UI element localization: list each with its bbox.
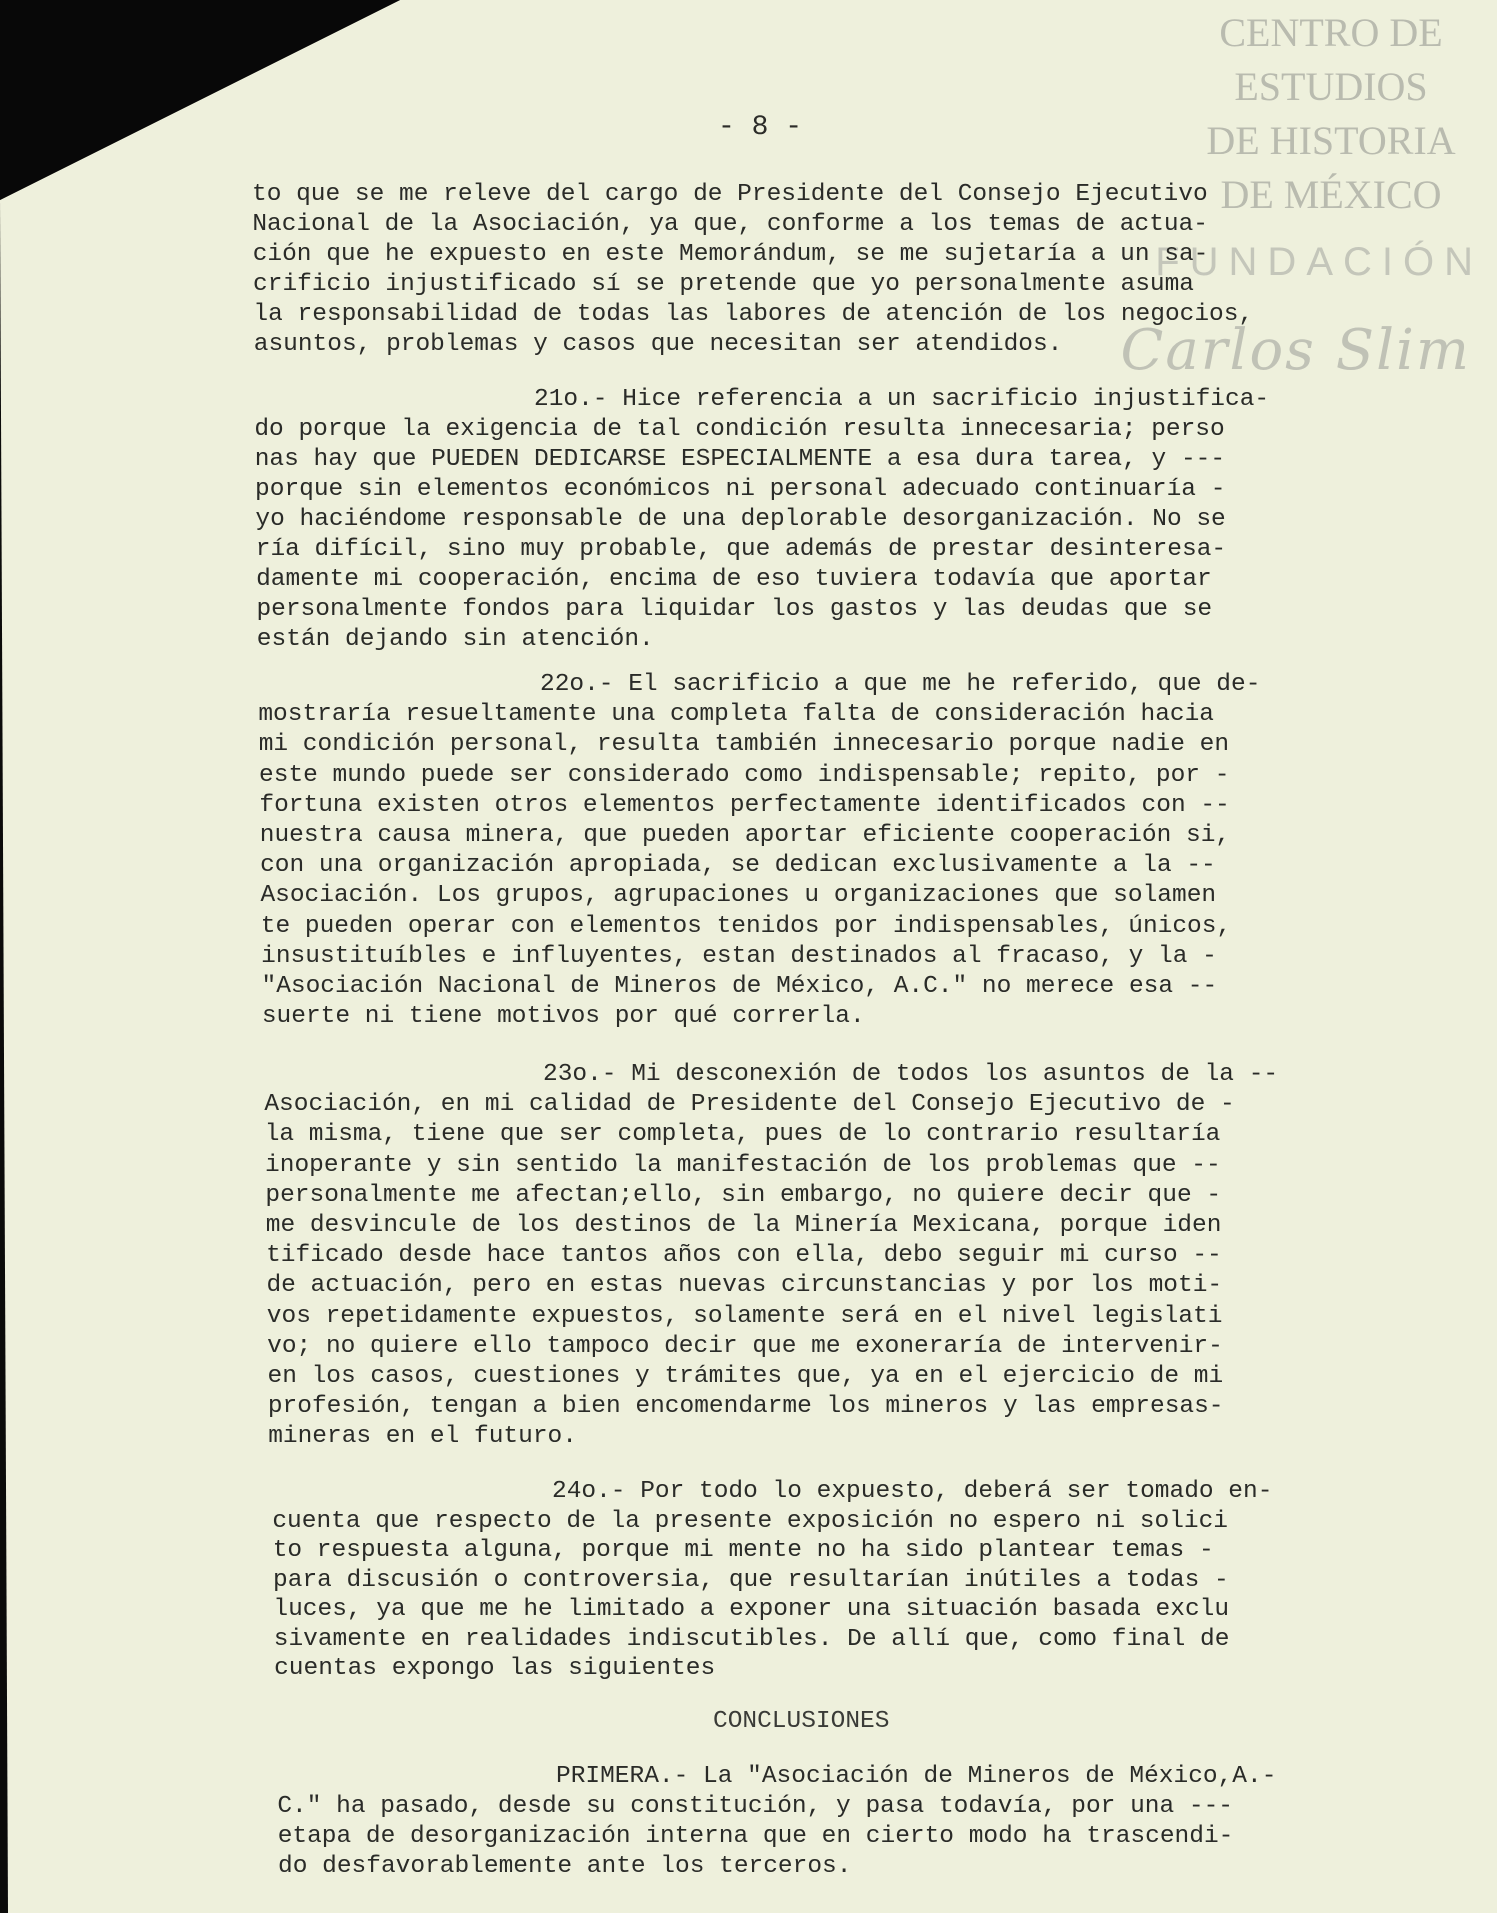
text-line: insustituíbles e influyentes, estan destinados al fracaso, y la - (261, 942, 1217, 970)
text-line: la misma, tiene que ser completa, pues de lo contrario resultaría (264, 1121, 1221, 1149)
text-line: me desvincule de los destinos de la Minería Mexicana, porque iden (265, 1212, 1222, 1239)
text-line: con una organización apropiada, se dedican exclusivamente a la -- (260, 852, 1216, 880)
conclusions-heading: CONCLUSIONES (713, 1708, 890, 1735)
text-line: nuestra causa minera, que pueden aportar eficiente cooperación si, (259, 822, 1231, 849)
text-line: Asociación, en mi calidad de Presidente del Consejo Ejecutivo de - (264, 1091, 1235, 1119)
text-line: asuntos, problemas y casos que necesitan ser atendidos. (253, 331, 1063, 358)
text-line: "Asociación Nacional de Mineros de México, A.C." no merece esa -- (261, 973, 1218, 1000)
text-line: damente mi cooperación, encima de eso tuviera todavía que aportar (256, 566, 1212, 593)
text-line: yo haciéndome responsable de una deplorable desorganización. No se (255, 506, 1226, 533)
text-line: de actuación, pero en estas nuevas circunstancias y por los moti- (266, 1272, 1223, 1300)
watermark-foundation: FUNDACIÓN (1155, 240, 1483, 284)
text-line: tificado desde hace tantos años con ella, debo seguir mi curso -- (266, 1242, 1222, 1270)
text-line: PRIMERA.- La "Asociación de Mineros de México,A.- (556, 1763, 1277, 1790)
text-line: mi condición personal, resulta también innecesario porque nadie en (258, 731, 1230, 759)
text-line: vo; no quiere ello tampoco decir que me exoneraría de intervenir- (267, 1332, 1223, 1360)
text-line: ción que he expuesto en este Memorándum, se me sujetaría a un sa- (252, 241, 1209, 268)
text-line: en los casos, cuestiones y trámites que, ya en el ejercicio de mi (267, 1363, 1224, 1390)
text-line: inoperante y sin sentido la manifestación de los problemas que -- (265, 1151, 1221, 1179)
text-line: ría difícil, sino muy probable, que además de prestar desinteresa- (255, 536, 1227, 563)
text-line: suerte ni tiene motivos por qué correrla. (261, 1003, 865, 1031)
watermark-signature: Carlos Slim (1120, 318, 1471, 383)
text-line: fortuna existen otros elementos perfectamente identificados con -- (259, 791, 1230, 819)
archive-watermark (1181, 6, 1481, 222)
text-line: luces, ya que me he limitado a exponer una situación basada exclu (273, 1596, 1230, 1623)
page-number: - 8 - (718, 112, 803, 143)
text-line: para discusión o controversia, que resultarían inútiles a todas - (273, 1566, 1229, 1594)
watermark-line: DE HISTORIA (1206, 118, 1456, 163)
text-line: te pueden operar con elementos tenidos por indispensables, únicos, (260, 912, 1232, 940)
text-line: personalmente me afectan;ello, sin embargo, no quiere decir que - (265, 1181, 1222, 1209)
text-line: este mundo puede ser considerado como indispensable; repito, por - (259, 761, 1230, 789)
text-line: porque sin elementos económicos ni personal adecuado continuaría - (255, 476, 1226, 503)
text-line: vos repetidamente expuestos, solamente será en el nivel legislati (266, 1302, 1223, 1330)
text-line: 24o.- Por todo lo expuesto, deberá ser tomado en- (552, 1478, 1273, 1505)
text-line: to que se me releve del cargo de Presidente del Consejo Ejecutivo (252, 181, 1208, 208)
text-line: to respuesta alguna, porque mi mente no ha sido plantear temas - (272, 1537, 1214, 1564)
text-line: están dejando sin atención. (256, 626, 654, 653)
text-line: mineras en el futuro. (268, 1423, 577, 1451)
text-line: nas hay que PUEDEN DEDICARSE ESPECIALMENTE a esa dura tarea, y --- (254, 446, 1226, 473)
text-line: la responsabilidad de todas las labores de atención de los negocios, (253, 301, 1254, 328)
text-line: crificio injustificado sí se pretende que yo personalmente asuma (253, 271, 1194, 298)
watermark-line: CENTRO DE (1219, 10, 1443, 55)
text-line: do desfavorablemente ante los terceros. (278, 1853, 852, 1880)
text-line: 23o.- Mi desconexión de todos los asuntos de la -- (543, 1061, 1279, 1088)
text-line: cuenta que respecto de la presente exposición no espero ni solici (272, 1507, 1228, 1535)
text-line: Asociación. Los grupos, agrupaciones u organizaciones que solamen (260, 882, 1217, 910)
text-line: Nacional de la Asociación, ya que, conforme a los temas de actua- (252, 211, 1208, 238)
text-line: sivamente en realidades indiscutibles. De allí que, como final de (273, 1625, 1230, 1653)
text-line: etapa de desorganización interna que en cierto modo ha trascendi- (277, 1823, 1234, 1850)
text-line: cuentas expongo las siguientes (274, 1655, 716, 1682)
text-line: profesión, tengan a bien encomendarme los mineros y las empresas- (267, 1393, 1224, 1421)
text-line: mostraría resueltamente una completa falta de consideración hacia (258, 701, 1214, 729)
text-line: 22o.- El sacrificio a que me he referido, que de- (540, 671, 1261, 698)
text-line: C." ha pasado, desde su constitución, y pasa todavía, por una --- (277, 1793, 1233, 1820)
text-line: personalmente fondos para liquidar los gastos y las deudas que se (256, 596, 1213, 623)
text-line: 21o.- Hice referencia a un sacrificio injustifica- (534, 386, 1270, 413)
text-line: do porque la exigencia de tal condición resulta innecesaria; perso (254, 416, 1225, 443)
watermark-line: DE MÉXICO (1220, 172, 1442, 217)
watermark-line: ESTUDIOS (1234, 64, 1428, 109)
